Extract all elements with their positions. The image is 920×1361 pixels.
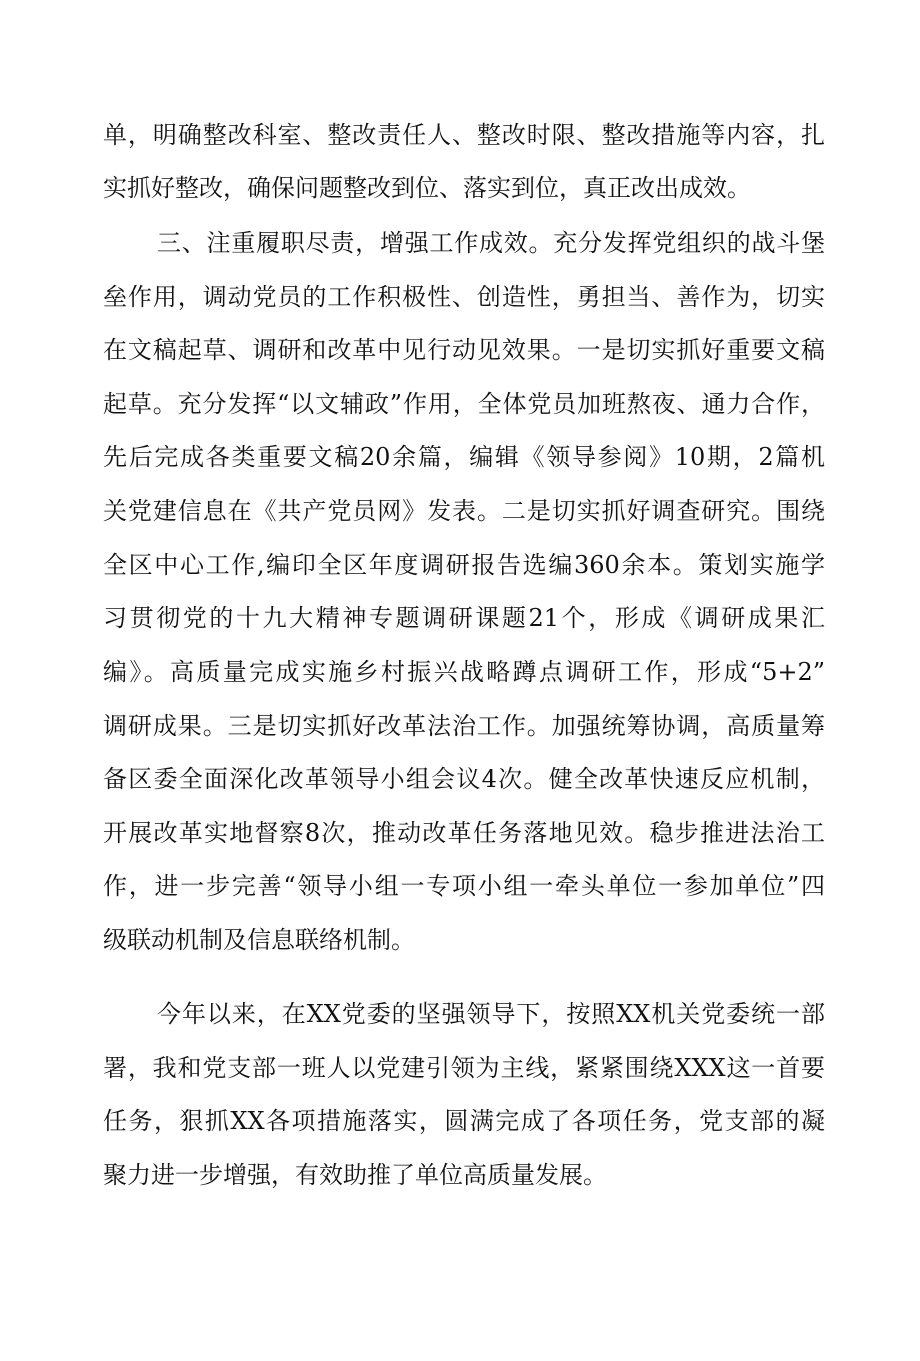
text-line: 任务，狠抓XX各项措施落实，圆满完成了各项任务，党支部的凝 [103,1107,825,1135]
text-line: 开展改革实地督察8次，推动改革任务落地见效。稳步推进法治工 [103,819,825,847]
text-line: 聚力进一步增强，有效助推了单位高质量发展。 [103,1161,607,1189]
text-line: 调研成果。三是切实抓好改革法治工作。加强统筹协调，高质量筹 [103,712,825,740]
text-line: 作，进一步完善“领导小组一专项小组一牵头单位一参加单位”四 [103,872,825,900]
text-line: 关党建信息在《共产党员网》发表。二是切实抓好调查研究。围绕 [103,497,825,525]
text-line: 起草。充分发挥“以文辅政”作用，全体党员加班熬夜、通力合作， [103,390,825,418]
text-line: 级联动机制及信息联络机制。 [103,926,415,954]
paragraph-heading-line: 三、注重履职尽责，增强工作成效。充分发挥党组织的战斗堡 [157,229,825,257]
text-line: 习贯彻党的十九大精神专题调研课题21个，形成《调研成果汇 [103,604,825,632]
text-line: 编》。高质量完成实施乡村振兴战略蹲点调研工作，形成“5+2” [103,658,825,686]
text-line: 单，明确整改科室、整改责任人、整改时限、整改措施等内容，扎 [103,121,825,149]
text-line: 署，我和党支部一班人以党建引领为主线，紧紧围绕XXX这一首要 [103,1054,825,1082]
text-line: 备区委全面深化改革领导小组会议4次。健全改革快速反应机制， [103,765,825,793]
text-line: 在文稿起草、调研和改革中见行动见效果。一是切实抓好重要文稿 [103,336,825,364]
paragraph-start-line: 今年以来，在XX党委的坚强领导下，按照XX机关党委统一部 [157,1000,825,1028]
text-line: 实抓好整改，确保问题整改到位、落实到位，真正改出成效。 [103,174,751,202]
text-line: 先后完成各类重要文稿20余篇，编辑《领导参阅》10期，2篇机 [103,443,825,471]
text-line: 全区中心工作,编印全区年度调研报告选编360余本。策划实施学 [103,551,825,579]
text-line: 垒作用，调动党员的工作积极性、创造性，勇担当、善作为，切实 [103,283,825,311]
